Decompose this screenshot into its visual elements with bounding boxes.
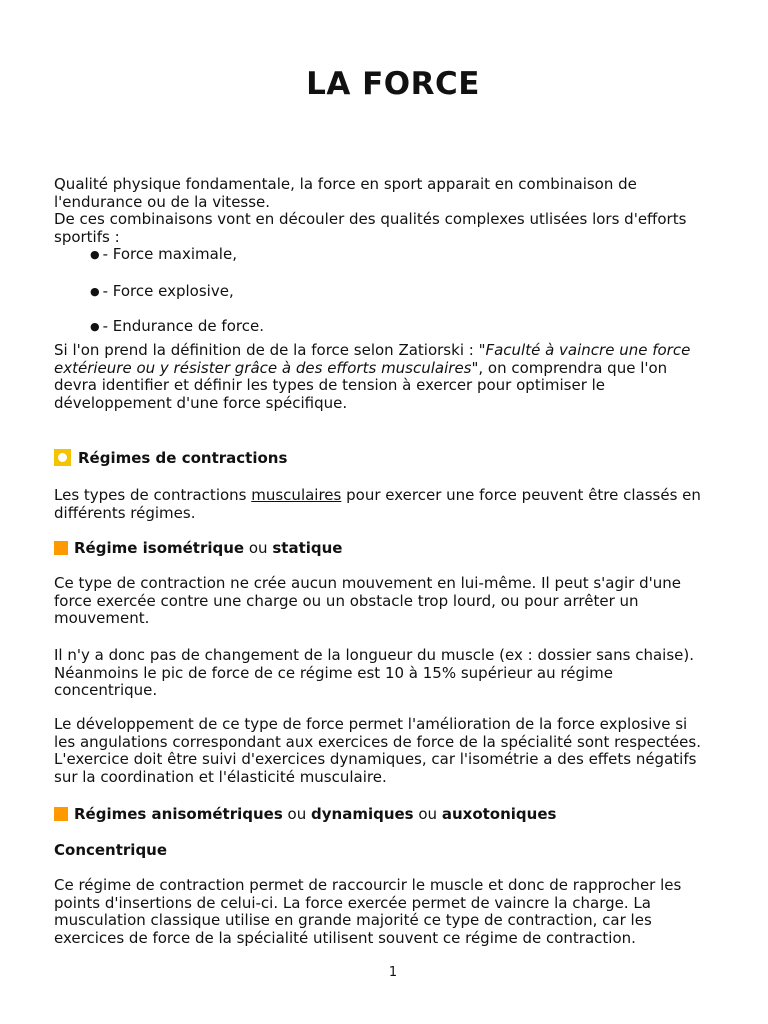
text-line: sportifs : [54,227,120,246]
intro-paragraph [54,176,734,246]
quote-text: extérieure ou y résister grâce à des efforts musculaires [54,358,472,377]
text-line: Les types de contractions musculaires pour exercer une force peuvent être classés en [54,486,701,504]
text-line: Le développement de ce type de force permet l'amélioration de la force explosive si [54,715,688,733]
paragraph [54,575,734,628]
text-line: l'endurance ou de la vitesse. [54,192,271,211]
subsection-heading: Régimes anisométriques ou dynamiques ou auxotoniques [54,805,556,823]
section-heading: Régimes de contractions [54,449,287,467]
text-line: Néanmoins le pic de force de ce régime est 10 à 15% supérieur au régime [54,663,613,682]
text-line: devra identifier et définir les types de tension à exercer pour optimiser le [54,376,606,394]
text-line: Ce type de contraction ne crée aucun mouvement en lui-même. Il peut s'agir d'une [54,574,682,592]
page-number: 1 [388,965,398,980]
text-line: Si l'on prend la définition de de la force selon Zatiorski : "Faculté à vaincre une force [54,341,691,359]
text-line: Il n'y a donc pas de changement de la longueur du muscle (ex : dossier sans chaise). [54,646,694,664]
types-paragraph [54,487,734,522]
text-line: différents régimes. [54,503,196,522]
orange-square-icon [54,541,68,555]
paragraph [54,716,734,786]
concentrique-heading: Concentrique [54,841,168,859]
text-line: L'exercice doit être suivi d'exercices dynamiques, car l'isométrie a des effets négatifs [54,750,697,768]
text-line: Ce régime de contraction permet de raccourcir le muscle et donc de rapprocher les [54,876,682,894]
text-line: extérieure ou y résister grâce à des efforts musculaires", on comprendra que l'on [54,358,668,377]
concentrique-paragraph [54,877,734,947]
bullet-icon: ● [90,320,100,333]
underlined-word: musculaires [251,486,342,504]
list-item: ● - Force maximale, [90,245,237,263]
text-line: force exercée contre une charge ou un obstacle trop lourd, ou pour arrêter un [54,591,639,610]
bullet-icon: ● [90,285,100,298]
definition-paragraph [54,342,734,412]
paragraph [54,647,734,700]
text-line: mouvement. [54,609,150,627]
quote-text: "Faculté à vaincre une force [478,341,691,359]
orange-square-icon [54,807,68,821]
subsection-heading: Régime isométrique ou statique [54,539,342,557]
list-item: ● - Endurance de force. [90,317,264,335]
page-title: LA FORCE [306,66,480,102]
bullet-icon: ● [90,248,100,261]
list-item: ● - Force explosive, [90,282,234,300]
text-line: De ces combinaisons vont en découler des qualités complexes utlisées lors d'efforts [54,210,687,228]
text-line: Qualité physique fondamentale, la force en sport apparait en combinaison de [54,175,637,193]
text-line: points d'insertions de celui-ci. La force exercée permet de vaincre la charge. La [54,893,651,912]
text-line: les angulations correspondant aux exercices de force de la spécialité sont respectées. [54,732,701,751]
text-line: exercices de force de la spécialité utilisent souvent ce régime de contraction. [54,928,636,947]
text-line: concentrique. [54,681,158,699]
text-line: développement d'une force spécifique. [54,393,348,412]
text-line: musculation classique utilise en grande majorité ce type de contraction, car les [54,911,652,929]
yellow-circle-icon [54,449,71,466]
text-line: sur la coordination et l'élasticité musculaire. [54,767,387,786]
